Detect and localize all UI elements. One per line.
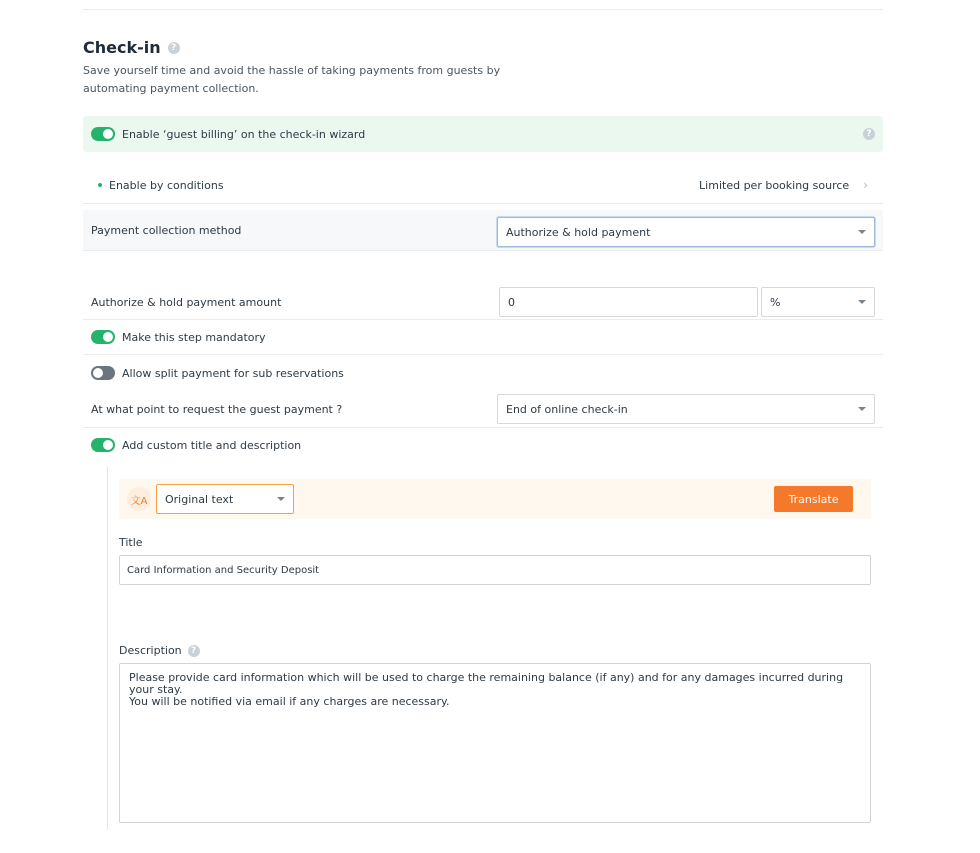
help-icon[interactable]: ? [168,42,180,54]
top-divider [83,9,883,10]
custom-title-toggle[interactable] [91,438,115,452]
payment-method-value: Authorize & hold payment [506,225,651,239]
hold-amount-label: Authorize & hold payment amount [91,296,282,309]
conditions-label: Enable by conditions [109,178,224,192]
help-icon[interactable]: ? [863,128,875,140]
chevron-right-icon: › [863,178,868,192]
mandatory-row [83,320,883,355]
caret-down-icon [858,407,866,411]
caret-down-icon [277,497,285,501]
language-select[interactable] [156,484,294,514]
request-point-label: At what point to request the guest payment ? [91,403,343,416]
caret-down-icon [858,300,866,304]
request-point-value: End of online check-in [506,402,628,416]
custom-title-label: Add custom title and description [122,438,302,452]
translate-button[interactable]: Translate [774,486,853,512]
mandatory-label: Make this step mandatory [122,330,266,344]
status-dot [98,183,102,187]
request-point-select[interactable] [497,394,875,424]
payment-method-label: Payment collection method [91,223,242,237]
conditions-row[interactable] [83,167,883,204]
split-payment-toggle[interactable] [91,366,115,380]
split-payment-label: Allow split payment for sub reservations [122,366,344,380]
description-field-label [119,644,200,657]
hold-amount-unit-select[interactable] [761,287,875,317]
split-payment-row [83,356,883,390]
title-field-label-text: Title [119,536,143,549]
title-field-label [119,536,143,549]
title-input-value: Card Information and Security Deposit [127,564,320,576]
guest-billing-banner [83,116,883,152]
help-icon[interactable]: ? [188,645,200,657]
hold-amount-unit: % [770,295,781,309]
conditions-value: Limited per booking source [699,178,850,192]
hold-amount-input[interactable] [499,287,758,317]
guest-billing-toggle[interactable] [91,127,115,141]
guest-billing-label: Enable ‘guest billing’ on the check-in wizard [122,127,366,141]
mandatory-toggle[interactable] [91,330,115,344]
translate-icon: 文A [127,487,151,511]
payment-method-select[interactable] [497,217,875,247]
section-subtitle: Save yourself time and avoid the hassle of taking payments from guests by automating payment collection. [83,64,501,95]
description-textarea[interactable]: Please provide card information which will be used to charge the remaining balance (if any) and for any damages incurred during your stay. You will be notified via email if any charges are necessary. [119,663,871,823]
language-value: Original text [165,492,234,506]
translation-bar [119,479,871,519]
nested-indent-line [107,466,108,830]
caret-down-icon [858,230,866,234]
hold-amount-value: 0 [508,295,515,309]
title-input[interactable] [119,555,871,585]
section-title-text: Check-in [83,38,161,57]
custom-title-row [83,429,883,461]
description-field-label-text: Description [119,644,182,657]
section-title [83,38,180,57]
